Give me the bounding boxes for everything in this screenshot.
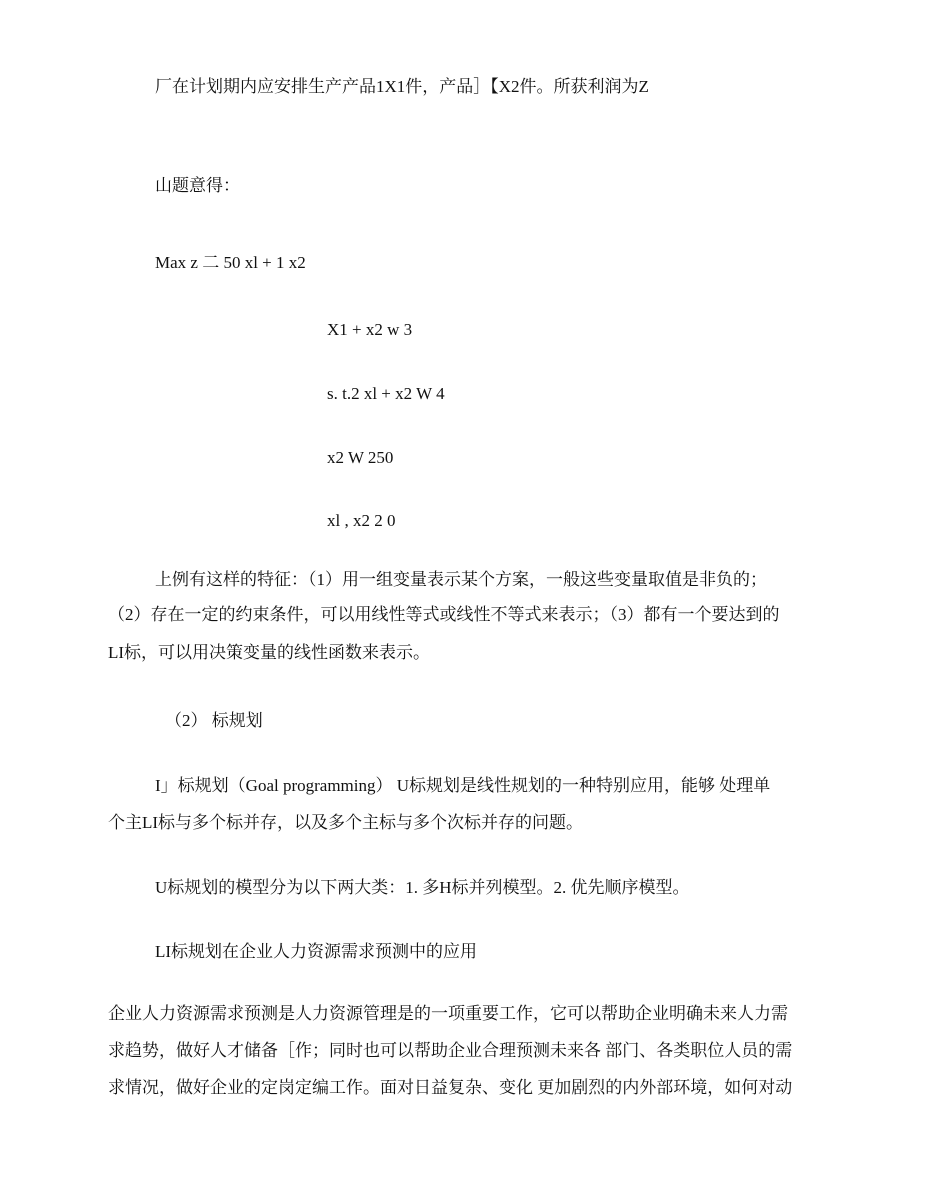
paragraph-by-problem: 山题意得： [155, 176, 240, 195]
section-heading-goal-programming: （2） 标规划 [165, 711, 263, 730]
paragraph-goal-programming-line-2: 个主LI标与多个标并存，以及多个主标与多个次标并存的问题。 [108, 813, 584, 832]
paragraph-features-line-1: 上例有这样的特征：（1）用一组变量表示某个方案，一般这些变量取值是非负的； [155, 570, 767, 589]
paragraph-hr-line-3: 求情况，做好企业的定岗定编工作。面对日益复杂、变化 更加剧烈的内外部环境，如何对动 [108, 1078, 793, 1097]
constraint-line-2: s. t.2 xl + x2 W 4 [327, 384, 445, 403]
paragraph-goal-programming-line-1: I」标规划（Goal programming） U标规划是线性规划的一种特别应用，能够 处理单 [155, 776, 771, 795]
paragraph-production-plan: 厂在计划期内应安排生产产品1X1件，产品］【X2件。所获利润为Z [155, 77, 649, 96]
section-heading-hr-application: LI标规划在企业人力资源需求预测中的应用 [155, 942, 478, 961]
constraint-line-1: X1 + x2 w 3 [327, 320, 413, 339]
paragraph-features-line-3: LI标，可以用决策变量的线性函数来表示。 [108, 643, 431, 662]
paragraph-features-line-2: （2）存在一定的约束条件，可以用线性等式或线性不等式来表示；（3）都有一个要达到的 [108, 605, 780, 624]
constraint-line-4: xl , x2 2 0 [327, 511, 396, 530]
paragraph-hr-line-1: 企业人力资源需求预测是人力资源管理是的一项重要工作，它可以帮助企业明确未来人力需 [108, 1004, 788, 1023]
constraint-line-3: x2 W 250 [327, 448, 394, 467]
paragraph-hr-line-2: 求趋势，做好人才储备［作；同时也可以帮助企业合理预测未来各 部门、各类职位人员的需 [108, 1041, 793, 1060]
paragraph-model-types: U标规划的模型分为以下两大类：1. 多H标并列模型。2. 优先顺序模型。 [155, 878, 690, 897]
objective-function: Max z 二 50 xl + 1 x2 [155, 253, 306, 272]
